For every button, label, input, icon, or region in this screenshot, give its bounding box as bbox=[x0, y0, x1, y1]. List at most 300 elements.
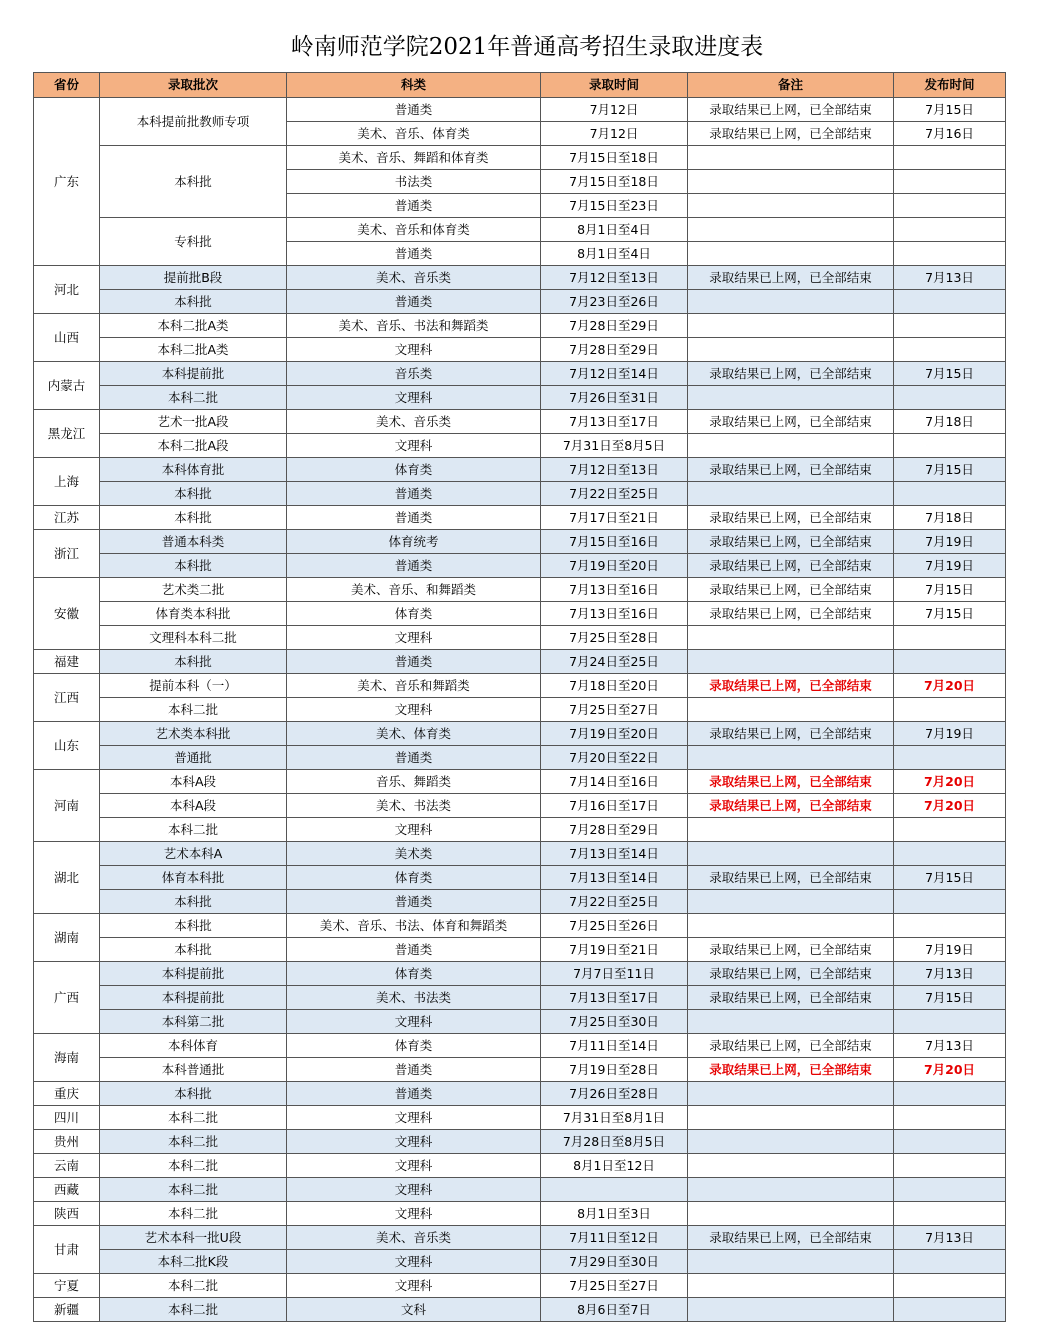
table-row bbox=[34, 1010, 1006, 1034]
publish-cell: 7月15日 bbox=[894, 578, 1006, 602]
time-cell bbox=[541, 1178, 688, 1202]
note-cell bbox=[688, 146, 894, 170]
note-cell: 录取结果已上网，已全部结束 bbox=[688, 362, 894, 386]
subject-cell: 文理科 bbox=[287, 818, 541, 842]
table-row bbox=[34, 98, 1006, 122]
subject-cell: 文理科 bbox=[287, 698, 541, 722]
publish-cell bbox=[894, 386, 1006, 410]
time-cell: 7月15日至23日 bbox=[541, 194, 688, 218]
publish-cell bbox=[894, 890, 1006, 914]
subject-cell: 文理科 bbox=[287, 1202, 541, 1226]
subject-cell: 普通类 bbox=[287, 650, 541, 674]
batch-cell: 本科批 bbox=[100, 506, 287, 530]
batch-cell: 本科二批 bbox=[100, 1202, 287, 1226]
note-cell: 录取结果已上网，已全部结束 bbox=[688, 986, 894, 1010]
publish-cell bbox=[894, 1154, 1006, 1178]
note-cell bbox=[688, 434, 894, 458]
note-cell: 录取结果已上网，已全部结束 bbox=[688, 794, 894, 818]
time-cell: 7月13日至16日 bbox=[541, 578, 688, 602]
publish-cell bbox=[894, 1274, 1006, 1298]
time-cell: 7月25日至27日 bbox=[541, 1274, 688, 1298]
header-subject: 科类 bbox=[287, 73, 541, 98]
note-cell: 录取结果已上网，已全部结束 bbox=[688, 98, 894, 122]
publish-cell: 7月15日 bbox=[894, 866, 1006, 890]
note-cell bbox=[688, 170, 894, 194]
batch-cell: 本科二批 bbox=[100, 1274, 287, 1298]
note-cell bbox=[688, 194, 894, 218]
table-row bbox=[34, 530, 1006, 554]
subject-cell: 文科 bbox=[287, 1298, 541, 1322]
publish-cell: 7月16日 bbox=[894, 122, 1006, 146]
time-cell: 7月7日至11日 bbox=[541, 962, 688, 986]
publish-cell bbox=[894, 1082, 1006, 1106]
province-cell: 上海 bbox=[34, 458, 100, 506]
subject-cell: 文理科 bbox=[287, 1154, 541, 1178]
note-cell bbox=[688, 1298, 894, 1322]
table-row bbox=[34, 674, 1006, 698]
note-cell: 录取结果已上网，已全部结束 bbox=[688, 962, 894, 986]
table-row bbox=[34, 1178, 1006, 1202]
table-row bbox=[34, 1298, 1006, 1322]
province-cell: 新疆 bbox=[34, 1298, 100, 1322]
note-cell: 录取结果已上网，已全部结束 bbox=[688, 458, 894, 482]
note-cell bbox=[688, 482, 894, 506]
province-cell: 山东 bbox=[34, 722, 100, 770]
subject-cell: 文理科 bbox=[287, 1010, 541, 1034]
publish-cell: 7月19日 bbox=[894, 938, 1006, 962]
publish-cell: 7月15日 bbox=[894, 458, 1006, 482]
province-cell: 宁夏 bbox=[34, 1274, 100, 1298]
subject-cell: 普通类 bbox=[287, 98, 541, 122]
note-cell bbox=[688, 1010, 894, 1034]
table-row bbox=[34, 938, 1006, 962]
note-cell bbox=[688, 650, 894, 674]
time-cell: 7月12日 bbox=[541, 122, 688, 146]
table-row bbox=[34, 746, 1006, 770]
province-cell: 福建 bbox=[34, 650, 100, 674]
time-cell: 7月26日至31日 bbox=[541, 386, 688, 410]
table-row bbox=[34, 1130, 1006, 1154]
publish-cell bbox=[894, 482, 1006, 506]
time-cell: 7月11日至12日 bbox=[541, 1226, 688, 1250]
table-row bbox=[34, 626, 1006, 650]
batch-cell: 艺术一批A段 bbox=[100, 410, 287, 434]
subject-cell: 音乐、舞蹈类 bbox=[287, 770, 541, 794]
batch-cell: 普通本科类 bbox=[100, 530, 287, 554]
batch-cell: 本科二批 bbox=[100, 1178, 287, 1202]
publish-cell bbox=[894, 242, 1006, 266]
publish-cell: 7月15日 bbox=[894, 602, 1006, 626]
note-cell bbox=[688, 242, 894, 266]
publish-cell: 7月20日 bbox=[894, 674, 1006, 698]
note-cell: 录取结果已上网，已全部结束 bbox=[688, 770, 894, 794]
time-cell: 7月19日至21日 bbox=[541, 938, 688, 962]
note-cell bbox=[688, 314, 894, 338]
header-admission-time: 录取时间 bbox=[541, 73, 688, 98]
publish-cell: 7月19日 bbox=[894, 722, 1006, 746]
table-row bbox=[34, 290, 1006, 314]
publish-cell: 7月18日 bbox=[894, 506, 1006, 530]
subject-cell: 普通类 bbox=[287, 554, 541, 578]
time-cell: 7月13日至16日 bbox=[541, 602, 688, 626]
batch-cell: 本科二批 bbox=[100, 698, 287, 722]
table-row bbox=[34, 1154, 1006, 1178]
province-cell: 海南 bbox=[34, 1034, 100, 1082]
time-cell: 7月26日至28日 bbox=[541, 1082, 688, 1106]
time-cell: 7月13日至17日 bbox=[541, 986, 688, 1010]
table-row bbox=[34, 1226, 1006, 1250]
time-cell: 7月19日至20日 bbox=[541, 554, 688, 578]
subject-cell: 文理科 bbox=[287, 434, 541, 458]
time-cell: 7月20日至22日 bbox=[541, 746, 688, 770]
time-cell: 8月1日至4日 bbox=[541, 242, 688, 266]
note-cell bbox=[688, 1154, 894, 1178]
table-row bbox=[34, 842, 1006, 866]
batch-cell: 艺术类二批 bbox=[100, 578, 287, 602]
time-cell: 7月13日至14日 bbox=[541, 842, 688, 866]
time-cell: 7月17日至21日 bbox=[541, 506, 688, 530]
batch-cell: 本科第二批 bbox=[100, 1010, 287, 1034]
subject-cell: 美术、音乐、和舞蹈类 bbox=[287, 578, 541, 602]
table-row bbox=[34, 1274, 1006, 1298]
publish-cell bbox=[894, 218, 1006, 242]
batch-cell: 本科二批 bbox=[100, 818, 287, 842]
note-cell: 录取结果已上网，已全部结束 bbox=[688, 554, 894, 578]
note-cell: 录取结果已上网，已全部结束 bbox=[688, 266, 894, 290]
publish-cell: 7月18日 bbox=[894, 410, 1006, 434]
batch-cell: 本科体育批 bbox=[100, 458, 287, 482]
batch-cell: 本科体育 bbox=[100, 1034, 287, 1058]
publish-cell bbox=[894, 434, 1006, 458]
time-cell: 7月23日至26日 bbox=[541, 290, 688, 314]
publish-cell bbox=[894, 290, 1006, 314]
batch-cell: 本科批 bbox=[100, 482, 287, 506]
province-cell: 河南 bbox=[34, 770, 100, 842]
subject-cell: 文理科 bbox=[287, 626, 541, 650]
subject-cell: 美术、音乐和舞蹈类 bbox=[287, 674, 541, 698]
table-row bbox=[34, 146, 1006, 170]
table-row bbox=[34, 554, 1006, 578]
subject-cell: 普通类 bbox=[287, 938, 541, 962]
table-row bbox=[34, 602, 1006, 626]
publish-cell bbox=[894, 194, 1006, 218]
batch-cell: 本科A段 bbox=[100, 794, 287, 818]
note-cell bbox=[688, 218, 894, 242]
table-row bbox=[34, 770, 1006, 794]
time-cell: 7月28日至29日 bbox=[541, 314, 688, 338]
time-cell: 7月11日至14日 bbox=[541, 1034, 688, 1058]
table-row bbox=[34, 434, 1006, 458]
batch-cell: 本科二批 bbox=[100, 1298, 287, 1322]
page-title: 岭南师范学院2021年普通高考招生录取进度表 bbox=[290, 34, 764, 60]
subject-cell: 文理科 bbox=[287, 1250, 541, 1274]
subject-cell: 美术、音乐、体育类 bbox=[287, 122, 541, 146]
header-publish-time: 发布时间 bbox=[894, 73, 1006, 98]
note-cell: 录取结果已上网，已全部结束 bbox=[688, 1058, 894, 1082]
note-cell bbox=[688, 842, 894, 866]
publish-cell bbox=[894, 170, 1006, 194]
time-cell: 7月15日至18日 bbox=[541, 170, 688, 194]
time-cell: 7月13日至14日 bbox=[541, 866, 688, 890]
batch-cell: 普通批 bbox=[100, 746, 287, 770]
publish-cell: 7月20日 bbox=[894, 1058, 1006, 1082]
time-cell: 8月1日至4日 bbox=[541, 218, 688, 242]
batch-cell: 本科二批A段 bbox=[100, 434, 287, 458]
publish-cell: 7月19日 bbox=[894, 554, 1006, 578]
note-cell: 录取结果已上网，已全部结束 bbox=[688, 1226, 894, 1250]
publish-cell bbox=[894, 1250, 1006, 1274]
publish-cell bbox=[894, 1202, 1006, 1226]
table-row bbox=[34, 410, 1006, 434]
subject-cell: 体育类 bbox=[287, 602, 541, 626]
subject-cell: 美术、书法类 bbox=[287, 986, 541, 1010]
batch-cell: 本科提前批 bbox=[100, 986, 287, 1010]
note-cell bbox=[688, 1130, 894, 1154]
batch-cell: 本科普通批 bbox=[100, 1058, 287, 1082]
time-cell: 7月25日至27日 bbox=[541, 698, 688, 722]
table-row bbox=[34, 578, 1006, 602]
publish-cell bbox=[894, 1178, 1006, 1202]
province-cell: 西藏 bbox=[34, 1178, 100, 1202]
province-cell: 甘肃 bbox=[34, 1226, 100, 1274]
time-cell: 7月13日至17日 bbox=[541, 410, 688, 434]
publish-cell: 7月20日 bbox=[894, 770, 1006, 794]
table-row bbox=[34, 986, 1006, 1010]
province-cell: 四川 bbox=[34, 1106, 100, 1130]
batch-cell: 本科二批K段 bbox=[100, 1250, 287, 1274]
publish-cell bbox=[894, 746, 1006, 770]
province-cell: 江苏 bbox=[34, 506, 100, 530]
batch-cell: 本科批 bbox=[100, 1082, 287, 1106]
batch-cell: 专科批 bbox=[100, 218, 287, 266]
subject-cell: 文理科 bbox=[287, 338, 541, 362]
note-cell: 录取结果已上网，已全部结束 bbox=[688, 938, 894, 962]
batch-cell: 本科提前批 bbox=[100, 362, 287, 386]
subject-cell: 体育统考 bbox=[287, 530, 541, 554]
subject-cell: 普通类 bbox=[287, 746, 541, 770]
batch-cell: 本科批 bbox=[100, 650, 287, 674]
subject-cell: 普通类 bbox=[287, 290, 541, 314]
note-cell bbox=[688, 914, 894, 938]
province-cell: 广西 bbox=[34, 962, 100, 1034]
note-cell bbox=[688, 626, 894, 650]
time-cell: 7月16日至17日 bbox=[541, 794, 688, 818]
subject-cell: 美术、音乐、书法和舞蹈类 bbox=[287, 314, 541, 338]
subject-cell: 体育类 bbox=[287, 458, 541, 482]
subject-cell: 普通类 bbox=[287, 890, 541, 914]
subject-cell: 普通类 bbox=[287, 242, 541, 266]
province-cell: 山西 bbox=[34, 314, 100, 362]
note-cell: 录取结果已上网，已全部结束 bbox=[688, 410, 894, 434]
time-cell: 8月1日至3日 bbox=[541, 1202, 688, 1226]
table-row bbox=[34, 338, 1006, 362]
publish-cell bbox=[894, 914, 1006, 938]
subject-cell: 音乐类 bbox=[287, 362, 541, 386]
subject-cell: 普通类 bbox=[287, 194, 541, 218]
table-row bbox=[34, 698, 1006, 722]
province-cell: 云南 bbox=[34, 1154, 100, 1178]
table-row bbox=[34, 650, 1006, 674]
table-row bbox=[34, 218, 1006, 242]
time-cell: 7月28日至29日 bbox=[541, 338, 688, 362]
table-row bbox=[34, 1058, 1006, 1082]
time-cell: 7月25日至28日 bbox=[541, 626, 688, 650]
subject-cell: 普通类 bbox=[287, 1082, 541, 1106]
header-row bbox=[34, 73, 1006, 98]
subject-cell: 普通类 bbox=[287, 506, 541, 530]
table-row bbox=[34, 362, 1006, 386]
note-cell bbox=[688, 1202, 894, 1226]
time-cell: 8月1日至12日 bbox=[541, 1154, 688, 1178]
time-cell: 7月12日 bbox=[541, 98, 688, 122]
note-cell bbox=[688, 818, 894, 842]
time-cell: 7月12日至13日 bbox=[541, 266, 688, 290]
publish-cell: 7月19日 bbox=[894, 530, 1006, 554]
batch-cell: 本科二批A类 bbox=[100, 314, 287, 338]
publish-cell bbox=[894, 1010, 1006, 1034]
batch-cell: 本科二批 bbox=[100, 386, 287, 410]
note-cell: 录取结果已上网，已全部结束 bbox=[688, 602, 894, 626]
subject-cell: 文理科 bbox=[287, 1274, 541, 1298]
note-cell bbox=[688, 1106, 894, 1130]
province-cell: 江西 bbox=[34, 674, 100, 722]
batch-cell: 艺术本科A bbox=[100, 842, 287, 866]
note-cell: 录取结果已上网，已全部结束 bbox=[688, 506, 894, 530]
batch-cell: 艺术类本科批 bbox=[100, 722, 287, 746]
batch-cell: 本科二批A类 bbox=[100, 338, 287, 362]
table-row bbox=[34, 794, 1006, 818]
note-cell: 录取结果已上网，已全部结束 bbox=[688, 722, 894, 746]
subject-cell: 美术类 bbox=[287, 842, 541, 866]
publish-cell bbox=[894, 1130, 1006, 1154]
subject-cell: 美术、音乐、舞蹈和体育类 bbox=[287, 146, 541, 170]
table-row bbox=[34, 818, 1006, 842]
publish-cell bbox=[894, 146, 1006, 170]
table-row bbox=[34, 482, 1006, 506]
note-cell: 录取结果已上网，已全部结束 bbox=[688, 866, 894, 890]
time-cell: 7月19日至28日 bbox=[541, 1058, 688, 1082]
note-cell bbox=[688, 1274, 894, 1298]
publish-cell bbox=[894, 338, 1006, 362]
province-cell: 河北 bbox=[34, 266, 100, 314]
time-cell: 7月22日至25日 bbox=[541, 890, 688, 914]
publish-cell: 7月15日 bbox=[894, 362, 1006, 386]
province-cell: 黑龙江 bbox=[34, 410, 100, 458]
subject-cell: 体育类 bbox=[287, 866, 541, 890]
note-cell: 录取结果已上网，已全部结束 bbox=[688, 674, 894, 698]
table-row bbox=[34, 890, 1006, 914]
time-cell: 7月25日至26日 bbox=[541, 914, 688, 938]
header-province: 省份 bbox=[34, 73, 100, 98]
batch-cell: 本科批 bbox=[100, 914, 287, 938]
subject-cell: 文理科 bbox=[287, 1178, 541, 1202]
time-cell: 7月15日至16日 bbox=[541, 530, 688, 554]
subject-cell: 体育类 bbox=[287, 962, 541, 986]
time-cell: 7月14日至16日 bbox=[541, 770, 688, 794]
time-cell: 7月28日至29日 bbox=[541, 818, 688, 842]
header-note: 备注 bbox=[688, 73, 894, 98]
province-cell: 湖南 bbox=[34, 914, 100, 962]
subject-cell: 体育类 bbox=[287, 1034, 541, 1058]
batch-cell: 本科二批 bbox=[100, 1106, 287, 1130]
note-cell bbox=[688, 386, 894, 410]
province-cell: 内蒙古 bbox=[34, 362, 100, 410]
table-row bbox=[34, 314, 1006, 338]
note-cell bbox=[688, 746, 894, 770]
publish-cell bbox=[894, 650, 1006, 674]
note-cell bbox=[688, 698, 894, 722]
province-cell: 广东 bbox=[34, 98, 100, 266]
province-cell: 贵州 bbox=[34, 1130, 100, 1154]
table-row bbox=[34, 962, 1006, 986]
publish-cell bbox=[894, 314, 1006, 338]
time-cell: 7月12日至13日 bbox=[541, 458, 688, 482]
subject-cell: 美术、音乐和体育类 bbox=[287, 218, 541, 242]
batch-cell: 本科批 bbox=[100, 938, 287, 962]
time-cell: 7月25日至30日 bbox=[541, 1010, 688, 1034]
batch-cell: 本科二批 bbox=[100, 1154, 287, 1178]
subject-cell: 文理科 bbox=[287, 386, 541, 410]
table-row bbox=[34, 458, 1006, 482]
publish-cell: 7月13日 bbox=[894, 1226, 1006, 1250]
publish-cell: 7月15日 bbox=[894, 986, 1006, 1010]
table-row bbox=[34, 1034, 1006, 1058]
note-cell bbox=[688, 290, 894, 314]
batch-cell: 体育类本科批 bbox=[100, 602, 287, 626]
table-row bbox=[34, 914, 1006, 938]
subject-cell: 美术、书法类 bbox=[287, 794, 541, 818]
subject-cell: 美术、音乐、书法、体育和舞蹈类 bbox=[287, 914, 541, 938]
subject-cell: 美术、音乐类 bbox=[287, 1226, 541, 1250]
note-cell bbox=[688, 1082, 894, 1106]
publish-cell bbox=[894, 626, 1006, 650]
note-cell bbox=[688, 1250, 894, 1274]
publish-cell bbox=[894, 842, 1006, 866]
batch-cell: 提前批B段 bbox=[100, 266, 287, 290]
table-row bbox=[34, 386, 1006, 410]
table-row bbox=[34, 722, 1006, 746]
subject-cell: 美术、音乐类 bbox=[287, 266, 541, 290]
table-row bbox=[34, 1250, 1006, 1274]
publish-cell: 7月15日 bbox=[894, 98, 1006, 122]
publish-cell bbox=[894, 1106, 1006, 1130]
time-cell: 7月18日至20日 bbox=[541, 674, 688, 698]
batch-cell: 本科二批 bbox=[100, 1130, 287, 1154]
batch-cell: 体育本科批 bbox=[100, 866, 287, 890]
table-row bbox=[34, 266, 1006, 290]
note-cell: 录取结果已上网，已全部结束 bbox=[688, 122, 894, 146]
province-cell: 陕西 bbox=[34, 1202, 100, 1226]
province-cell: 湖北 bbox=[34, 842, 100, 914]
province-cell: 安徽 bbox=[34, 578, 100, 650]
note-cell: 录取结果已上网，已全部结束 bbox=[688, 578, 894, 602]
time-cell: 7月15日至18日 bbox=[541, 146, 688, 170]
time-cell: 7月19日至20日 bbox=[541, 722, 688, 746]
time-cell: 7月29日至30日 bbox=[541, 1250, 688, 1274]
publish-cell: 7月13日 bbox=[894, 1034, 1006, 1058]
batch-cell: 本科批 bbox=[100, 554, 287, 578]
subject-cell: 普通类 bbox=[287, 482, 541, 506]
time-cell: 7月12日至14日 bbox=[541, 362, 688, 386]
batch-cell: 本科批 bbox=[100, 290, 287, 314]
admission-progress-table bbox=[33, 72, 1006, 1322]
publish-cell bbox=[894, 1298, 1006, 1322]
publish-cell bbox=[894, 818, 1006, 842]
batch-cell: 本科批 bbox=[100, 146, 287, 218]
note-cell bbox=[688, 1178, 894, 1202]
batch-cell: 本科A段 bbox=[100, 770, 287, 794]
subject-cell: 普通类 bbox=[287, 1058, 541, 1082]
